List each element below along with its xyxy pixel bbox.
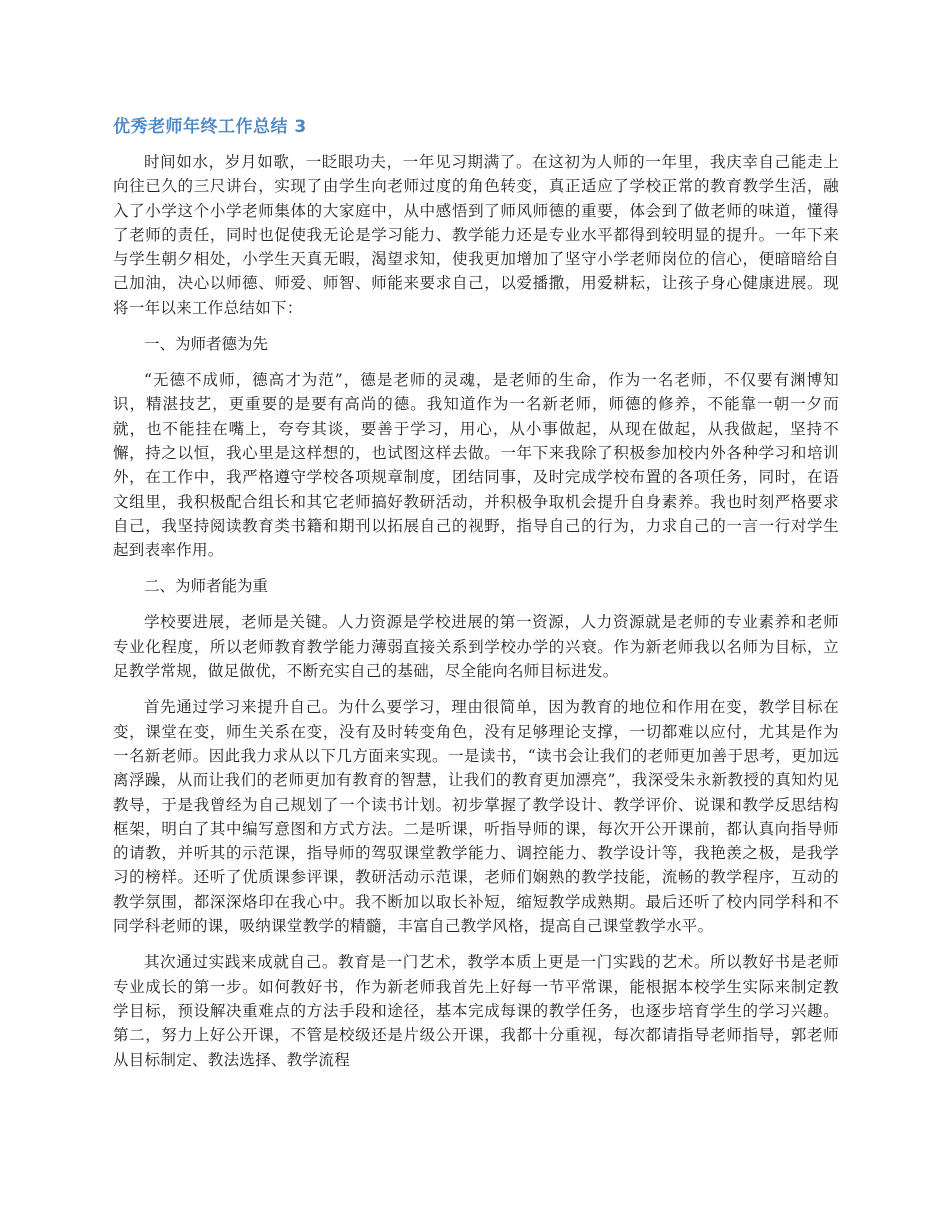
learning-paragraph: 首先通过学习来提升自己。为什么要学习，理由很简单，因为教育的地位和作用在变，教学目标在变，课堂在变，师生关系在变，没有及时转变角色，没有足够理论支撑，一切都难以应付，尤其是作为一名新老师。因此我力求从以下几方面来实现。一是读书，“读书会让我们的老师更加善于思考，更加远离浮躁，从而让我们的老师更加有教育的智慧，让我们的教育更加漂亮”，我深受朱永新教授的真知灼见教导，于是我曾经为自己规划了一个读书计划。初步掌握了教学设计、教学评价、说课和教学反思结构框架，明白了其中编写意图和方式方法。二是听课，听指导师的课，每次开公开课前，都认真向指导师的请教，并听其的示范课，指导师的驾驭课堂教学能力、调控能力、教学设计等，我艳羡之极，是我学习的榜样。还听了优质课参评课，教研活动示范课，老师们娴熟的教学技能，流畅的教学程序，互动的教学氛围，都深深烙印在我心中。我不断加以取长补短，缩短教学成熟期。最后还听了校内同学科和不同学科老师的课，吸纳课堂教学的精髓，丰富自己教学风格，提高自己课堂教学水平。 [113, 698, 839, 936]
intro-paragraph: 时间如水，岁月如歌，一眨眼功夫，一年见习期满了。在这初为人师的一年里，我庆幸自己能走上向往已久的三尺讲台，实现了由学生向老师过度的角色转变，真正适应了学校正常的教育教学生活，融入了小学这个小学老师集体的大家庭中，从中感悟到了师风师德的重要，体会到了做老师的味道，懂得了老师的责任，同时也促使我无论是学习能力、教学能力还是专业水平都得到较明显的提升。一年下来与学生朝夕相处，小学生天真无暇，渴望求知，使我更加增加了坚守小学老师岗位的信心，便暗暗给自己加油，决心以师德、师爱、师智、师能来要求自己，以爱播撒，用爱耕耘，让孩子身心健康进展。现将一年以来工作总结如下： [113, 153, 839, 317]
ability-paragraph: 学校要进展，老师是关键。人力资源是学校进展的第一资源，人力资源就是老师的专业素养和老师专业化程度，所以老师教育教学能力薄弱直接关系到学校办学的兴衰。作为新老师我以名师为目标，立足教学常规，做足做优，不断充实自己的基础，尽全能向名师目标进发。 [113, 613, 839, 681]
document-page [113, 114, 839, 1084]
section-heading-ability: 二、为师者能为重 [144, 577, 269, 596]
section-heading-ethics: 一、为师者德为先 [144, 335, 269, 354]
document-title: 优秀老师年终工作总结 3 [113, 117, 307, 137]
practice-paragraph: 其次通过实践来成就自己。教育是一门艺术，教学本质上更是一门实践的艺术。所以教好书是老师专业成长的第一步。如何教好书，作为新老师我首先上好每一节平常课，能根据本校学生实际来制定教学目标，预设解决重难点的方法手段和途径，基本完成每课的教学任务，也逐步培育学生的学习兴趣。第二，努力上好公开课，不管是校级还是片级公开课，我都十分重视，每次都请指导老师指导，郭老师从目标制定、教法选择、教学流程 [113, 953, 839, 1069]
ethics-paragraph: “无德不成师，德高才为范”，德是老师的灵魂，是老师的生命，作为一名老师，不仅要有渊博知识，精湛技艺，更重要的是要有高尚的德。我知道作为一名新老师，师德的修养，不能靠一朝一夕而就，也不能挂在嘴上，夸夸其谈，要善于学习，用心，从小事做起，从现在做起，从我做起，坚持不懈，持之以恒，我心里是这样想的，也试图这样去做。一年下来我除了积极参加校内外各种学习和培训外，在工作中，我严格遵守学校各项规章制度，团结同事，及时完成学校布置的各项任务，同时，在语文组里，我积极配合组长和其它老师搞好教研活动，并积极争取机会提升自身素养。我也时刻严格要求自己，我坚持阅读教育类书籍和期刊以拓展自己的视野，指导自己的行为，力求自己的一言一行对学生起到表率作用。 [113, 371, 839, 560]
